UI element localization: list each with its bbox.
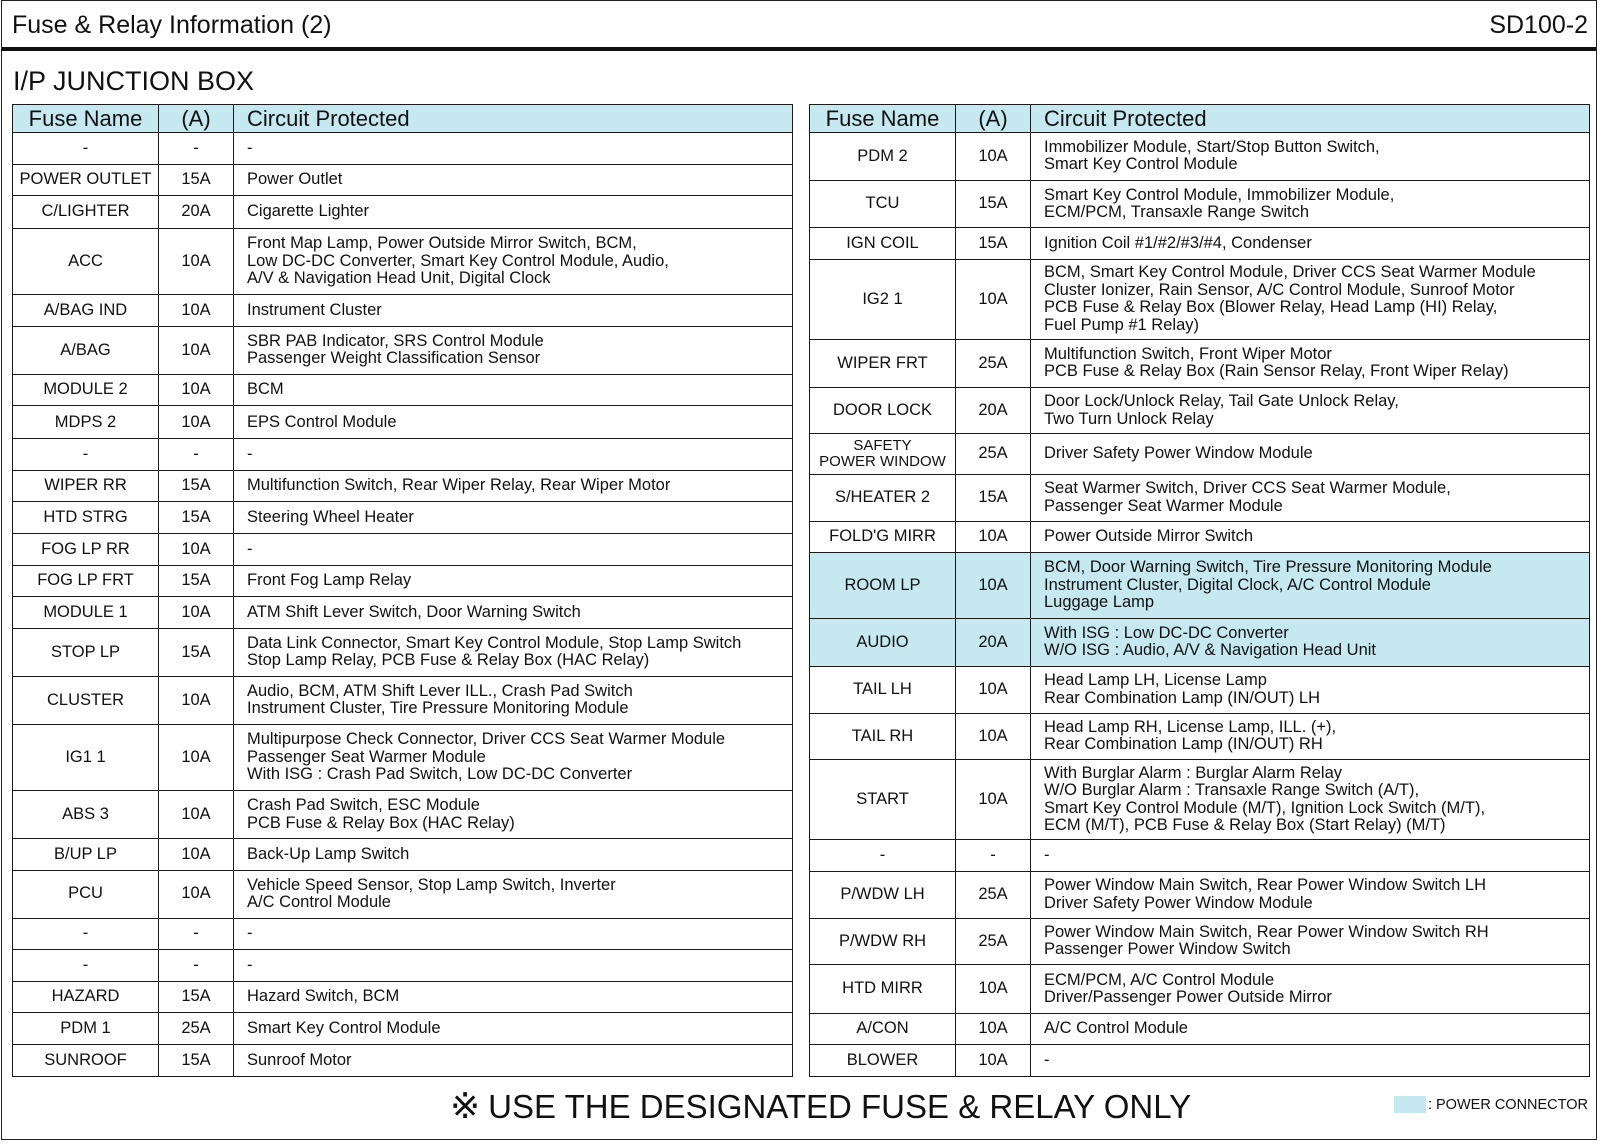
fuse-amperage: 10A bbox=[956, 965, 1031, 1014]
fuse-row bbox=[13, 950, 793, 982]
fuse-row bbox=[810, 387, 1590, 434]
circuit-protected: A/C Control Module bbox=[1031, 1013, 1590, 1044]
circuit-protected: Instrument Cluster bbox=[234, 295, 793, 327]
circuit-protected: Multifunction Switch, Front Wiper Motor PCB Fuse & Relay Box (Rain Sensor Relay, Front Wiper Relay) bbox=[1031, 340, 1590, 388]
circuit-protected: With Burglar Alarm : Burglar Alarm Relay W/O Burglar Alarm : Transaxle Range Switch (A/T), Smart Key Control Module (M/T), Ignition Lock Switch (M/T), ECM (M/T), PCB Fuse & Relay Box (Start Relay) (M/T) bbox=[1031, 760, 1590, 840]
fuse-row bbox=[810, 475, 1590, 522]
circuit-protected: Multifunction Switch, Rear Wiper Relay, Rear Wiper Motor bbox=[234, 470, 793, 502]
fuse-name: AUDIO bbox=[810, 619, 956, 667]
fuse-amperage: 25A bbox=[159, 1013, 234, 1045]
fuse-name: PCU bbox=[13, 870, 159, 918]
fuse-amperage: 10A bbox=[159, 597, 234, 629]
fuse-amperage: 10A bbox=[956, 713, 1031, 760]
fuse-amperage: - bbox=[159, 950, 234, 982]
fuse-amperage: 15A bbox=[956, 180, 1031, 228]
fuse-name: DOOR LOCK bbox=[810, 387, 956, 434]
fuse-amperage: 15A bbox=[159, 470, 234, 502]
fuse-amperage: 10A bbox=[159, 870, 234, 918]
fuse-row bbox=[810, 666, 1590, 713]
fuse-amperage: 10A bbox=[159, 533, 234, 565]
fuse-amperage: - bbox=[159, 133, 234, 165]
fuse-name: PDM 1 bbox=[13, 1013, 159, 1045]
fuse-amperage: 10A bbox=[956, 521, 1031, 552]
fuse-name: MODULE 1 bbox=[13, 597, 159, 629]
fuse-row bbox=[810, 840, 1590, 871]
fuse-name: FOG LP RR bbox=[13, 533, 159, 565]
fuse-name: - bbox=[810, 840, 956, 871]
fuse-row bbox=[13, 870, 793, 918]
fuse-row bbox=[810, 340, 1590, 388]
fuse-amperage: 10A bbox=[159, 791, 234, 839]
fuse-name: P/WDW LH bbox=[810, 871, 956, 918]
fuse-row bbox=[810, 434, 1590, 475]
fuse-name: WIPER FRT bbox=[810, 340, 956, 388]
fuse-amperage: 15A bbox=[159, 628, 234, 676]
fuse-amperage: 10A bbox=[159, 724, 234, 790]
fuse-row bbox=[13, 406, 793, 439]
circuit-protected: Seat Warmer Switch, Driver CCS Seat Warmer Module, Passenger Seat Warmer Module bbox=[1031, 475, 1590, 522]
circuit-protected: Head Lamp LH, License Lamp Rear Combination Lamp (IN/OUT) LH bbox=[1031, 666, 1590, 713]
fuse-amperage: 10A bbox=[159, 406, 234, 439]
fuse-amperage: 10A bbox=[956, 553, 1031, 619]
fuse-row bbox=[13, 533, 793, 565]
fuse-amperage: 10A bbox=[956, 666, 1031, 713]
fuse-row bbox=[13, 374, 793, 406]
fuse-amperage: 25A bbox=[956, 434, 1031, 475]
fuse-amperage: 10A bbox=[956, 259, 1031, 339]
fuse-amperage: 10A bbox=[159, 839, 234, 871]
legend-label: : POWER CONNECTOR bbox=[1427, 1096, 1588, 1113]
power-connector-swatch bbox=[1394, 1096, 1426, 1113]
fuse-row bbox=[13, 295, 793, 327]
circuit-protected: ECM/PCM, A/C Control Module Driver/Passenger Power Outside Mirror bbox=[1031, 965, 1590, 1014]
fuse-row bbox=[810, 871, 1590, 918]
circuit-protected: - bbox=[1031, 1045, 1590, 1077]
circuit-protected: Front Map Lamp, Power Outside Mirror Switch, BCM, Low DC-DC Converter, Smart Key Control Module, Audio, A/V & Navigation Head Unit, Digital Clock bbox=[234, 228, 793, 294]
fuse-name: A/BAG bbox=[13, 326, 159, 374]
fuse-amperage: 15A bbox=[159, 164, 234, 196]
fuse-row bbox=[810, 713, 1590, 760]
column-header-amperage: (A) bbox=[159, 105, 234, 133]
circuit-protected: Driver Safety Power Window Module bbox=[1031, 434, 1590, 475]
fuse-row bbox=[13, 228, 793, 294]
fuse-name: MODULE 2 bbox=[13, 374, 159, 406]
fuse-row bbox=[13, 676, 793, 724]
fuse-amperage: 20A bbox=[159, 196, 234, 229]
section-title: I/P JUNCTION BOX bbox=[13, 66, 255, 96]
fuse-row bbox=[13, 628, 793, 676]
fuse-row bbox=[13, 502, 793, 534]
fuse-name: HTD STRG bbox=[13, 502, 159, 534]
fuse-name: PDM 2 bbox=[810, 133, 956, 181]
fuse-row bbox=[810, 1045, 1590, 1077]
circuit-protected: Crash Pad Switch, ESC Module PCB Fuse & Relay Box (HAC Relay) bbox=[234, 791, 793, 839]
circuit-protected: - bbox=[234, 133, 793, 165]
legend bbox=[1394, 1096, 1588, 1113]
fuse-name: ROOM LP bbox=[810, 553, 956, 619]
circuit-protected: Steering Wheel Heater bbox=[234, 502, 793, 534]
fuse-name: IG2 1 bbox=[810, 259, 956, 339]
fuse-amperage: 10A bbox=[159, 676, 234, 724]
fuse-name: IGN COIL bbox=[810, 228, 956, 259]
fuse-name: S/HEATER 2 bbox=[810, 475, 956, 522]
document-code: SD100-2 bbox=[1489, 11, 1588, 39]
fuse-name: START bbox=[810, 760, 956, 840]
table-header-row bbox=[810, 105, 1590, 133]
fuse-row bbox=[13, 918, 793, 950]
page-title: Fuse & Relay Information (2) bbox=[12, 11, 332, 39]
fuse-row bbox=[13, 565, 793, 597]
fuse-notice bbox=[450, 1085, 1191, 1127]
fuse-amperage: 10A bbox=[159, 295, 234, 327]
fuse-amperage: 25A bbox=[956, 918, 1031, 965]
fuse-name: FOLD'G MIRR bbox=[810, 521, 956, 552]
fuse-name: P/WDW RH bbox=[810, 918, 956, 965]
fuse-row bbox=[810, 760, 1590, 840]
circuit-protected: Vehicle Speed Sensor, Stop Lamp Switch, Inverter A/C Control Module bbox=[234, 870, 793, 918]
fuse-row bbox=[810, 521, 1590, 552]
fuse-amperage: 20A bbox=[956, 387, 1031, 434]
fuse-table-left bbox=[12, 104, 793, 1077]
circuit-protected: Power Window Main Switch, Rear Power Window Switch RH Passenger Power Window Switch bbox=[1031, 918, 1590, 965]
fuse-amperage: 15A bbox=[159, 565, 234, 597]
fuse-name: SAFETY POWER WINDOW bbox=[810, 434, 956, 475]
fuse-row bbox=[810, 180, 1590, 228]
reference-mark-icon: ※ bbox=[450, 1085, 481, 1126]
fuse-name: CLUSTER bbox=[13, 676, 159, 724]
circuit-protected: Audio, BCM, ATM Shift Lever ILL., Crash Pad Switch Instrument Cluster, Tire Pressure Monitoring Module bbox=[234, 676, 793, 724]
fuse-amperage: 10A bbox=[956, 133, 1031, 181]
fuse-amperage: 15A bbox=[956, 475, 1031, 522]
fuse-name: HAZARD bbox=[13, 981, 159, 1013]
fuse-amperage: 10A bbox=[159, 326, 234, 374]
fuse-table-right bbox=[809, 104, 1590, 1077]
fuse-amperage: - bbox=[159, 439, 234, 471]
fuse-name: ACC bbox=[13, 228, 159, 294]
fuse-row bbox=[13, 597, 793, 629]
column-header-fuse-name: Fuse Name bbox=[13, 105, 159, 133]
circuit-protected: Multipurpose Check Connector, Driver CCS Seat Warmer Module Passenger Seat Warmer Module With ISG : Crash Pad Switch, Low DC-DC Converter bbox=[234, 724, 793, 790]
circuit-protected: Power Outside Mirror Switch bbox=[1031, 521, 1590, 552]
circuit-protected: Smart Key Control Module, Immobilizer Module, ECM/PCM, Transaxle Range Switch bbox=[1031, 180, 1590, 228]
fuse-row bbox=[13, 133, 793, 165]
page-header bbox=[2, 1, 1596, 51]
fuse-row bbox=[810, 133, 1590, 181]
circuit-protected: Front Fog Lamp Relay bbox=[234, 565, 793, 597]
fuse-row bbox=[810, 619, 1590, 667]
circuit-protected: Power Outlet bbox=[234, 164, 793, 196]
column-header-circuit: Circuit Protected bbox=[234, 105, 793, 133]
circuit-protected: - bbox=[234, 918, 793, 950]
fuse-name: SUNROOF bbox=[13, 1045, 159, 1077]
fuse-name: - bbox=[13, 950, 159, 982]
fuse-row bbox=[13, 470, 793, 502]
fuse-name: TAIL LH bbox=[810, 666, 956, 713]
circuit-protected: Sunroof Motor bbox=[234, 1045, 793, 1077]
circuit-protected: Head Lamp RH, License Lamp, ILL. (+), Rear Combination Lamp (IN/OUT) RH bbox=[1031, 713, 1590, 760]
column-header-fuse-name: Fuse Name bbox=[810, 105, 956, 133]
fuse-name: FOG LP FRT bbox=[13, 565, 159, 597]
fuse-amperage: - bbox=[159, 918, 234, 950]
fuse-row bbox=[810, 965, 1590, 1014]
fuse-name: WIPER RR bbox=[13, 470, 159, 502]
fuse-amperage: 15A bbox=[159, 981, 234, 1013]
fuse-amperage: 20A bbox=[956, 619, 1031, 667]
circuit-protected: - bbox=[234, 439, 793, 471]
circuit-protected: EPS Control Module bbox=[234, 406, 793, 439]
fuse-name: - bbox=[13, 439, 159, 471]
fuse-name: TAIL RH bbox=[810, 713, 956, 760]
circuit-protected: - bbox=[234, 950, 793, 982]
fuse-row bbox=[13, 196, 793, 229]
fuse-row bbox=[810, 553, 1590, 619]
circuit-protected: Immobilizer Module, Start/Stop Button Switch, Smart Key Control Module bbox=[1031, 133, 1590, 181]
fuse-amperage: 15A bbox=[159, 1045, 234, 1077]
circuit-protected: Ignition Coil #1/#2/#3/#4, Condenser bbox=[1031, 228, 1590, 259]
column-header-amperage: (A) bbox=[956, 105, 1031, 133]
circuit-protected: Door Lock/Unlock Relay, Tail Gate Unlock Relay, Two Turn Unlock Relay bbox=[1031, 387, 1590, 434]
circuit-protected: - bbox=[1031, 840, 1590, 871]
circuit-protected: Hazard Switch, BCM bbox=[234, 981, 793, 1013]
fuse-amperage: 15A bbox=[956, 228, 1031, 259]
fuse-name: TCU bbox=[810, 180, 956, 228]
circuit-protected: Cigarette Lighter bbox=[234, 196, 793, 229]
circuit-protected: - bbox=[234, 533, 793, 565]
fuse-name: STOP LP bbox=[13, 628, 159, 676]
fuse-name: B/UP LP bbox=[13, 839, 159, 871]
fuse-row bbox=[13, 791, 793, 839]
fuse-amperage: 10A bbox=[956, 760, 1031, 840]
fuse-row bbox=[13, 724, 793, 790]
fuse-name: C/LIGHTER bbox=[13, 196, 159, 229]
fuse-amperage: 15A bbox=[159, 502, 234, 534]
fuse-name: - bbox=[13, 918, 159, 950]
circuit-protected: Smart Key Control Module bbox=[234, 1013, 793, 1045]
fuse-name: BLOWER bbox=[810, 1045, 956, 1077]
circuit-protected: With ISG : Low DC-DC Converter W/O ISG : Audio, A/V & Navigation Head Unit bbox=[1031, 619, 1590, 667]
fuse-amperage: 10A bbox=[159, 374, 234, 406]
fuse-amperage: 10A bbox=[159, 228, 234, 294]
fuse-name: IG1 1 bbox=[13, 724, 159, 790]
fuse-name: ABS 3 bbox=[13, 791, 159, 839]
fuse-row bbox=[13, 439, 793, 471]
fuse-name: A/BAG IND bbox=[13, 295, 159, 327]
fuse-name: POWER OUTLET bbox=[13, 164, 159, 196]
circuit-protected: Power Window Main Switch, Rear Power Window Switch LH Driver Safety Power Window Module bbox=[1031, 871, 1590, 918]
table-header-row bbox=[13, 105, 793, 133]
fuse-name: - bbox=[13, 133, 159, 165]
circuit-protected: ATM Shift Lever Switch, Door Warning Switch bbox=[234, 597, 793, 629]
fuse-name: HTD MIRR bbox=[810, 965, 956, 1014]
fuse-row bbox=[810, 1013, 1590, 1044]
circuit-protected: Data Link Connector, Smart Key Control Module, Stop Lamp Switch Stop Lamp Relay, PCB Fuse & Relay Box (HAC Relay) bbox=[234, 628, 793, 676]
fuse-amperage: 25A bbox=[956, 340, 1031, 388]
circuit-protected: BCM, Smart Key Control Module, Driver CCS Seat Warmer Module Cluster Ionizer, Rain Sensor, A/C Control Module, Sunroof Motor PCB Fuse & Relay Box (Blower Relay, Head Lamp (HI) Relay, Fuel Pump #1 Relay) bbox=[1031, 259, 1590, 339]
fuse-amperage: 10A bbox=[956, 1045, 1031, 1077]
fuse-row bbox=[810, 228, 1590, 259]
notice-text: USE THE DESIGNATED FUSE & RELAY ONLY bbox=[488, 1088, 1192, 1125]
circuit-protected: BCM bbox=[234, 374, 793, 406]
fuse-name: MDPS 2 bbox=[13, 406, 159, 439]
fuse-row bbox=[13, 164, 793, 196]
fuse-amperage: - bbox=[956, 840, 1031, 871]
fuse-amperage: 10A bbox=[956, 1013, 1031, 1044]
circuit-protected: Back-Up Lamp Switch bbox=[234, 839, 793, 871]
fuse-name: A/CON bbox=[810, 1013, 956, 1044]
fuse-row bbox=[13, 981, 793, 1013]
fuse-row bbox=[810, 259, 1590, 339]
column-header-circuit: Circuit Protected bbox=[1031, 105, 1590, 133]
fuse-row bbox=[13, 1013, 793, 1045]
fuse-row bbox=[13, 1045, 793, 1077]
circuit-protected: BCM, Door Warning Switch, Tire Pressure Monitoring Module Instrument Cluster, Digital Clock, A/C Control Module Luggage Lamp bbox=[1031, 553, 1590, 619]
fuse-amperage: 25A bbox=[956, 871, 1031, 918]
fuse-row bbox=[810, 918, 1590, 965]
fuse-row bbox=[13, 839, 793, 871]
circuit-protected: SBR PAB Indicator, SRS Control Module Passenger Weight Classification Sensor bbox=[234, 326, 793, 374]
fuse-row bbox=[13, 326, 793, 374]
